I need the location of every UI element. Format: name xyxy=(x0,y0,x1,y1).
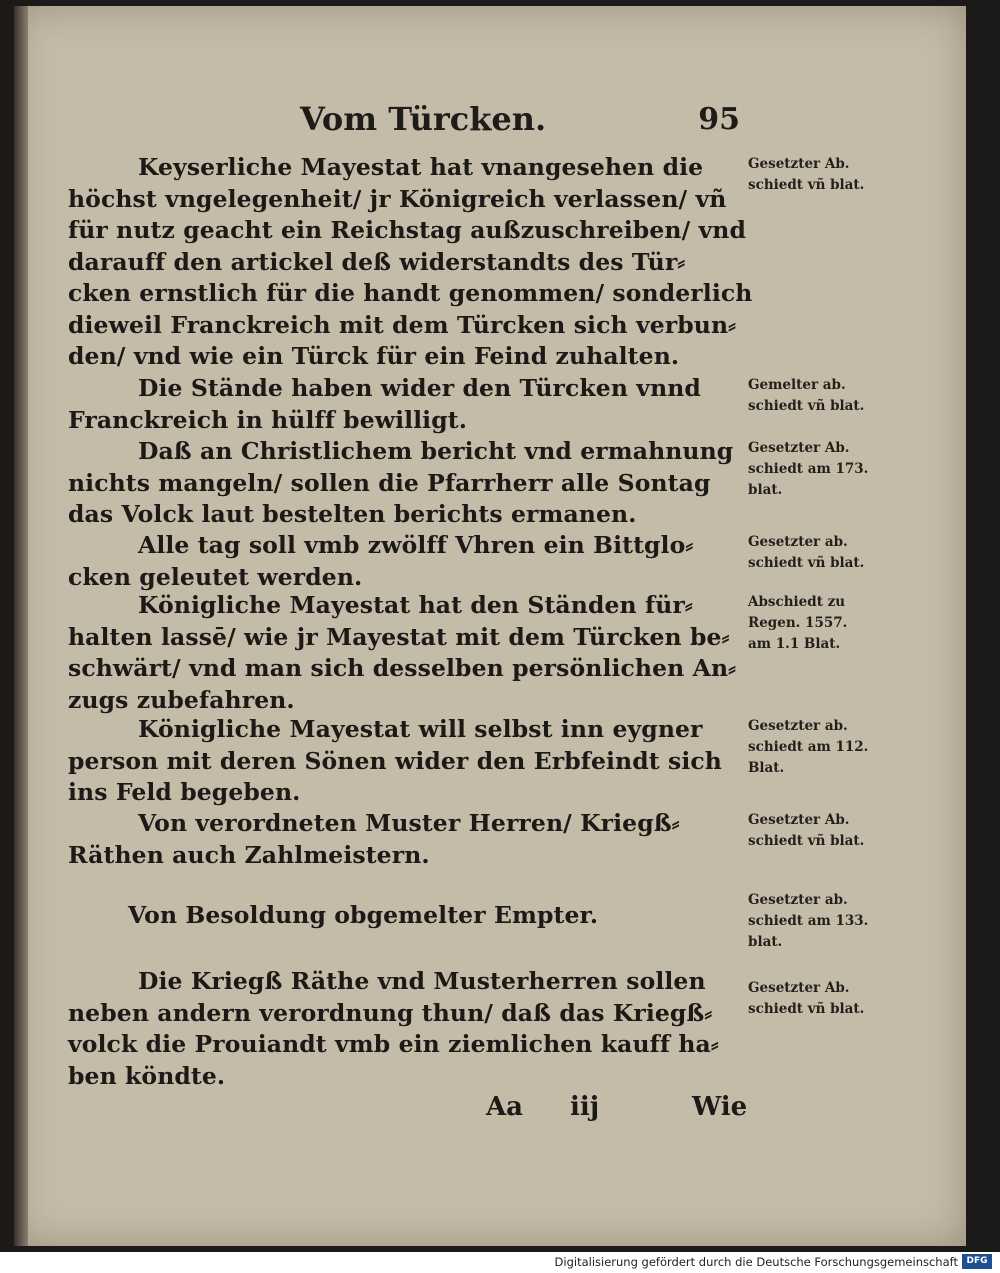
text-line: höchst vngelegenheit/ jr Königreich verlassen/ vñ xyxy=(68,184,727,213)
funding-credit: Digitalisierung gefördert durch die Deutsche Forschungsgemeinschaft xyxy=(554,1255,958,1269)
note-line: schiedt am 133. xyxy=(748,913,869,929)
text-line: Von Besoldung obgemelter Empter. xyxy=(128,901,599,929)
entry-text xyxy=(68,900,738,932)
page-number: 95 xyxy=(698,102,740,137)
running-title: Vom Türcken. xyxy=(300,100,547,138)
margin-note xyxy=(748,375,888,417)
text-line: das Volck laut bestelten berichts ermanen. xyxy=(68,500,637,528)
text-line: schwärt/ vnd man sich desselben persönlichen An⸗ xyxy=(68,654,737,682)
text-line: Königliche Mayestat hat den Ständen für⸗ xyxy=(138,591,693,619)
leaf-number: iij xyxy=(570,1092,600,1122)
note-line: Blat. xyxy=(748,760,785,776)
entry-text xyxy=(68,530,738,593)
text-line: dieweil Franckreich mit dem Türcken sich verbun⸗ xyxy=(68,310,737,339)
text-line: Die Kriegß Räthe vnd Musterherren sollen xyxy=(138,967,706,995)
margin-note xyxy=(748,154,888,196)
note-line: Gesetzter ab. xyxy=(748,718,848,734)
signature-mark: Aa xyxy=(486,1092,524,1122)
note-line: Gesetzter Ab. xyxy=(748,980,850,996)
footer-bar xyxy=(0,1252,1000,1273)
text-line: den/ vnd wie ein Türck für ein Feind zuhalten. xyxy=(68,342,680,370)
text-line: Königliche Mayestat will selbst inn eygner xyxy=(138,715,703,743)
entry-text xyxy=(68,808,738,871)
entry-text xyxy=(68,966,738,1092)
note-line: Gesetzter Ab. xyxy=(748,156,850,172)
note-line: schiedt am 112. xyxy=(748,739,869,755)
note-line: schiedt vñ blat. xyxy=(748,177,865,193)
text-line: person mit deren Sönen wider den Erbfeindt sich xyxy=(68,746,722,775)
dfg-logo: DFG xyxy=(962,1254,992,1269)
note-line: Abschiedt zu xyxy=(748,594,846,610)
note-line: Gemelter ab. xyxy=(748,377,846,393)
text-line: Keyserliche Mayestat hat vnangesehen die xyxy=(138,153,704,181)
margin-note xyxy=(748,592,888,655)
text-line: Die Stände haben wider den Türcken vnnd xyxy=(138,374,701,402)
note-line: schiedt am 173. xyxy=(748,461,869,477)
entry-text xyxy=(68,714,738,809)
note-line: blat. xyxy=(748,482,783,498)
entry-text xyxy=(68,373,738,436)
note-line: am 1.1 Blat. xyxy=(748,636,841,652)
text-line: für nutz geacht ein Reichstag außzuschreiben/ vnd xyxy=(68,216,747,244)
text-line: volck die Prouiandt vmb ein ziemlichen kauff ha⸗ xyxy=(68,1030,719,1058)
text-line: Daß an Christlichem bericht vnd ermahnung xyxy=(138,437,734,465)
note-line: schiedt vñ blat. xyxy=(748,1001,865,1017)
page-header xyxy=(300,100,740,144)
text-line: Von verordneten Muster Herren/ Kriegß⸗ xyxy=(138,809,680,837)
note-line: schiedt vñ blat. xyxy=(748,833,865,849)
text-line: zugs zubefahren. xyxy=(68,685,295,714)
entry-text xyxy=(68,590,738,716)
page-gutter-shadow xyxy=(14,6,28,1246)
margin-note xyxy=(748,810,888,852)
text-line: neben andern verordnung thun/ daß das Kriegß⸗ xyxy=(68,998,713,1027)
catchword: Wie xyxy=(692,1092,748,1122)
text-line: cken ernstlich für die handt genommen/ sonderlich xyxy=(68,279,753,307)
text-line: nichts mangeln/ sollen die Pfarrherr alle Sontag xyxy=(68,468,711,497)
note-line: Gesetzter Ab. xyxy=(748,812,850,828)
entry-text xyxy=(68,152,753,373)
note-line: Gesetzter ab. xyxy=(748,534,848,550)
margin-note xyxy=(748,890,888,953)
text-line: Räthen auch Zahlmeistern. xyxy=(68,840,430,869)
margin-note xyxy=(748,978,888,1020)
text-line: cken geleutet werden. xyxy=(68,562,363,591)
margin-note xyxy=(748,532,888,574)
margin-note xyxy=(748,716,888,779)
note-line: schiedt vñ blat. xyxy=(748,555,865,571)
catchline xyxy=(0,1092,1000,1126)
note-line: schiedt vñ blat. xyxy=(748,398,865,414)
text-line: halten lassē/ wie jr Mayestat mit dem Türcken be⸗ xyxy=(68,622,730,651)
margin-note xyxy=(748,438,888,501)
text-line: Alle tag soll vmb zwölff Vhren ein Bittglo⸗ xyxy=(138,531,694,559)
note-line: Regen. 1557. xyxy=(748,615,848,631)
text-line: Franckreich in hülff bewilligt. xyxy=(68,405,467,434)
entry-text xyxy=(68,436,738,531)
text-line: ins Feld begeben. xyxy=(68,778,301,806)
note-line: Gesetzter ab. xyxy=(748,892,848,908)
text-line: ben köndte. xyxy=(68,1061,226,1090)
text-line: darauff den artickel deß widerstandts des Tür⸗ xyxy=(68,247,686,276)
note-line: blat. xyxy=(748,934,783,950)
note-line: Gesetzter Ab. xyxy=(748,440,850,456)
